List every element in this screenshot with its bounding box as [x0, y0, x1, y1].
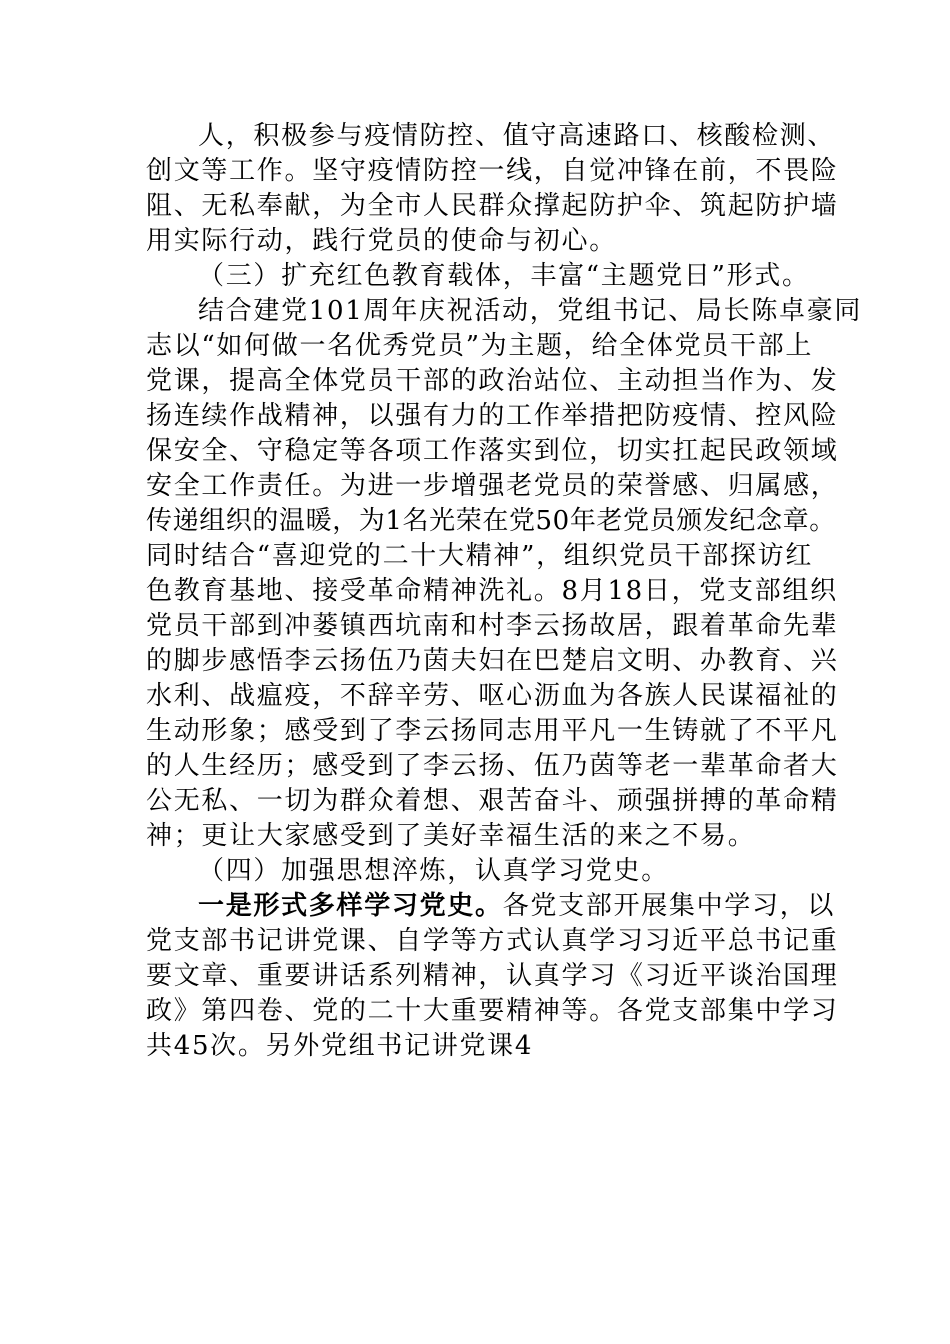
- bold-lead-phrase: 一是形式多样学习党史。: [198, 891, 503, 921]
- text-line: 志以“如何做一名优秀党员”为主题，给全体党员干部上: [146, 331, 814, 361]
- text-line: 创文等工作。坚守疫情防控一线，自觉冲锋在前，不畏险: [146, 156, 839, 186]
- text-line: 安全工作责任。为进一步增强老党员的荣誉感、归属感，: [146, 471, 839, 501]
- text-run: 各党支部开展集中学习，以: [502, 891, 836, 921]
- text-line: 神；更让大家感受到了美好幸福生活的来之不易。: [146, 821, 756, 851]
- text-line: 保安全、守稳定等各项工作落实到位，切实扛起民政领域: [146, 436, 839, 466]
- section-heading: （四）加强思想淬炼，认真学习党史。: [198, 856, 669, 886]
- text-line: 党课，提高全体党员干部的政治站位、主动担当作为、发: [146, 366, 839, 396]
- text-line: 人，积极参与疫情防控、值守高速路口、核酸检测、: [198, 121, 836, 151]
- text-line: 同时结合“喜迎党的二十大精神”，组织党员干部探访红: [146, 541, 814, 571]
- text-line: 的人生经历；感受到了李云扬、伍乃茵等老一辈革命者大: [146, 751, 839, 781]
- text-line: 党员干部到冲蒌镇西坑南和村李云扬故居，跟着革命先辈: [146, 611, 839, 641]
- text-line: 结合建党101周年庆祝活动，党组书记、局长陈卓豪同: [198, 296, 863, 326]
- text-line: 的脚步感悟李云扬伍乃茵夫妇在巴楚启文明、办教育、兴: [146, 646, 839, 676]
- text-line: 党支部书记讲党课、自学等方式认真学习习近平总书记重: [146, 926, 839, 956]
- text-line: 阻、无私奉献，为全市人民群众撑起防护伞、筑起防护墙: [146, 191, 839, 221]
- text-line: 色教育基地、接受革命精神洗礼。8月18日，党支部组织: [146, 576, 838, 606]
- text-line: 水利、战瘟疫，不辞辛劳、呕心沥血为各族人民谋福祉的: [146, 681, 839, 711]
- text-line: 公无私、一切为群众着想、艰苦奋斗、顽强拼搏的革命精: [146, 786, 839, 816]
- text-line: 要文章、重要讲话系列精神，认真学习《习近平谈治国理: [146, 961, 839, 991]
- text-line: 政》第四卷、党的二十大重要精神等。各党支部集中学习: [146, 996, 839, 1026]
- text-line: 生动形象；感受到了李云扬同志用平凡一生铸就了不平凡: [146, 716, 839, 746]
- text-line: 传递组织的温暖，为1名光荣在党50年老党员颁发纪念章。: [146, 506, 836, 536]
- section-heading: （三）扩充红色教育载体，丰富“主题党日”形式。: [198, 261, 810, 291]
- text-line: [198, 889, 835, 923]
- text-line: 扬连续作战精神，以强有力的工作举措把防疫情、控风险: [146, 401, 839, 431]
- text-line: 共45次。另外党组书记讲党课4: [146, 1031, 534, 1061]
- text-line: 用实际行动，践行党员的使命与初心。: [146, 226, 617, 256]
